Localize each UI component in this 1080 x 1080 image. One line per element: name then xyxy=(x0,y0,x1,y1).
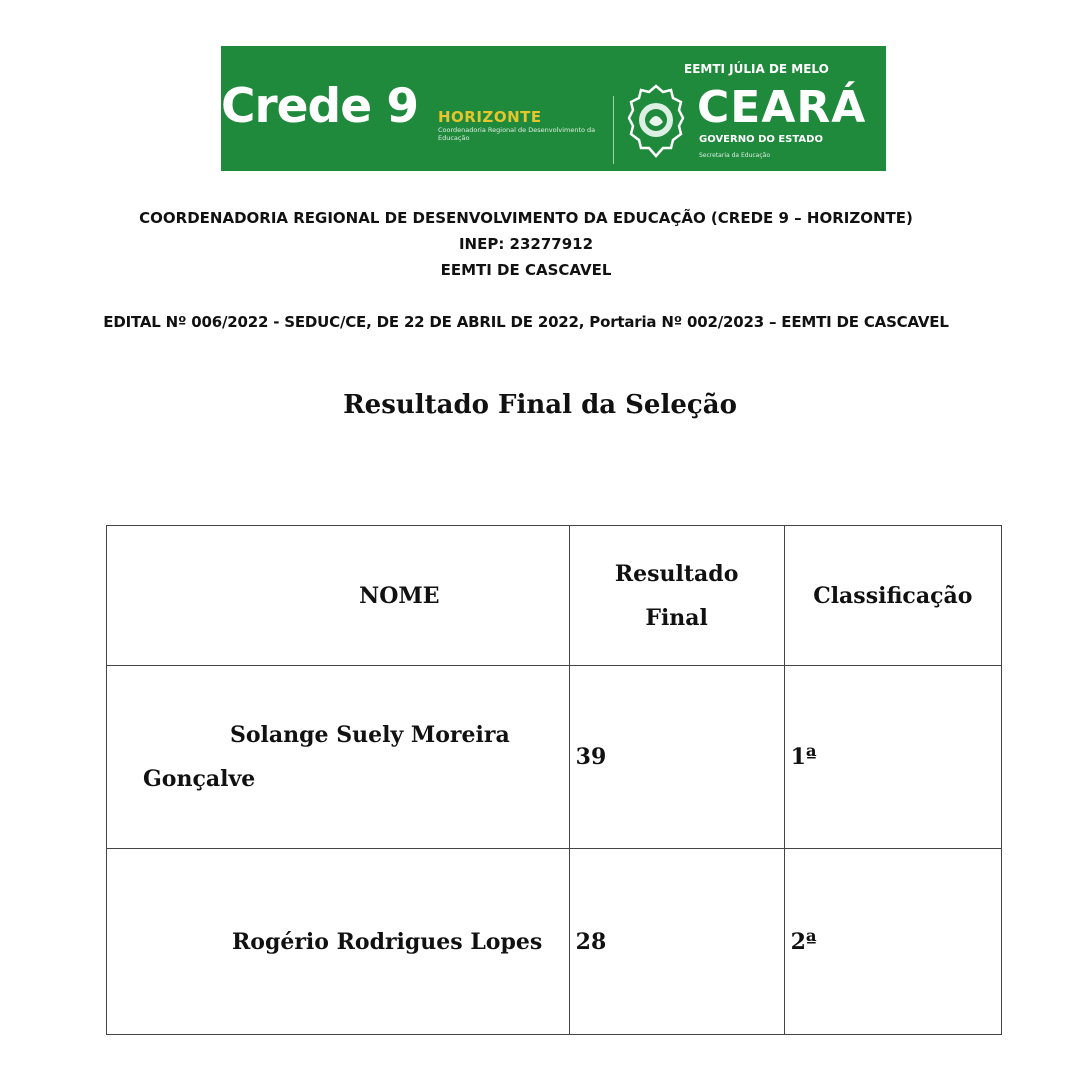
table-row xyxy=(107,849,1002,1035)
school-name-label: EEMTI JÚLIA DE MELO xyxy=(684,62,829,76)
column-header-nome-label: NOME xyxy=(359,582,440,609)
column-header-resultado-line2: Final xyxy=(645,604,708,631)
cell-resultado-text: 28 xyxy=(575,928,607,955)
column-header-resultado-final xyxy=(569,526,784,666)
header-banner-logo xyxy=(221,46,886,171)
cell-nome xyxy=(107,849,570,1035)
cell-classificacao-text: 1ª xyxy=(790,744,817,770)
state-seal-icon xyxy=(625,82,687,162)
header-line-coordenadoria: COORDENADORIA REGIONAL DE DESENVOLVIMENTO DA EDUCAÇÃO (CREDE 9 – HORIZONTE) xyxy=(139,209,913,227)
cell-nome-text: Rogério Rodrigues Lopes xyxy=(232,928,543,955)
secretaria-label: Secretaria da Educação xyxy=(699,152,770,159)
header-line-inep: INEP: 23277912 xyxy=(458,235,594,253)
column-header-resultado-line1: Resultado xyxy=(614,560,739,587)
horizonte-logo xyxy=(438,109,608,142)
crede-logo-text: Crede 9 xyxy=(221,79,419,134)
banner-divider xyxy=(613,96,614,164)
table-row xyxy=(107,666,1002,849)
ceara-logo-text: CEARÁ xyxy=(697,82,867,133)
cell-resultado-text: 39 xyxy=(575,744,607,770)
cell-classificacao-text: 2ª xyxy=(790,928,817,955)
cell-nome-text: Solange Suely Moreira Gonçalve xyxy=(143,722,510,792)
horizonte-label: HORIZONTE xyxy=(438,108,542,126)
column-header-nome xyxy=(107,526,570,666)
cell-nome xyxy=(107,666,570,849)
column-header-classificacao xyxy=(784,526,1001,666)
page-title: Resultado Final da Seleção xyxy=(343,390,737,420)
edital-line: EDITAL Nº 006/2022 - SEDUC/CE, DE 22 DE ABRIL DE 2022, Portaria Nº 002/2023 – EEMTI DE CASCAVEL xyxy=(103,313,949,331)
cell-resultado xyxy=(569,666,784,849)
table-header-row xyxy=(107,526,1002,666)
governo-label: GOVERNO DO ESTADO xyxy=(699,134,823,145)
horizonte-subtitle: Coordenadoria Regional de Desenvolvimento da Educação xyxy=(438,126,596,142)
results-table xyxy=(106,525,1002,1035)
cell-resultado xyxy=(569,849,784,1035)
cell-classificacao xyxy=(784,849,1001,1035)
header-line-school: EEMTI DE CASCAVEL xyxy=(440,261,612,279)
cell-classificacao xyxy=(784,666,1001,849)
column-header-classificacao-label: Classificação xyxy=(813,582,973,609)
